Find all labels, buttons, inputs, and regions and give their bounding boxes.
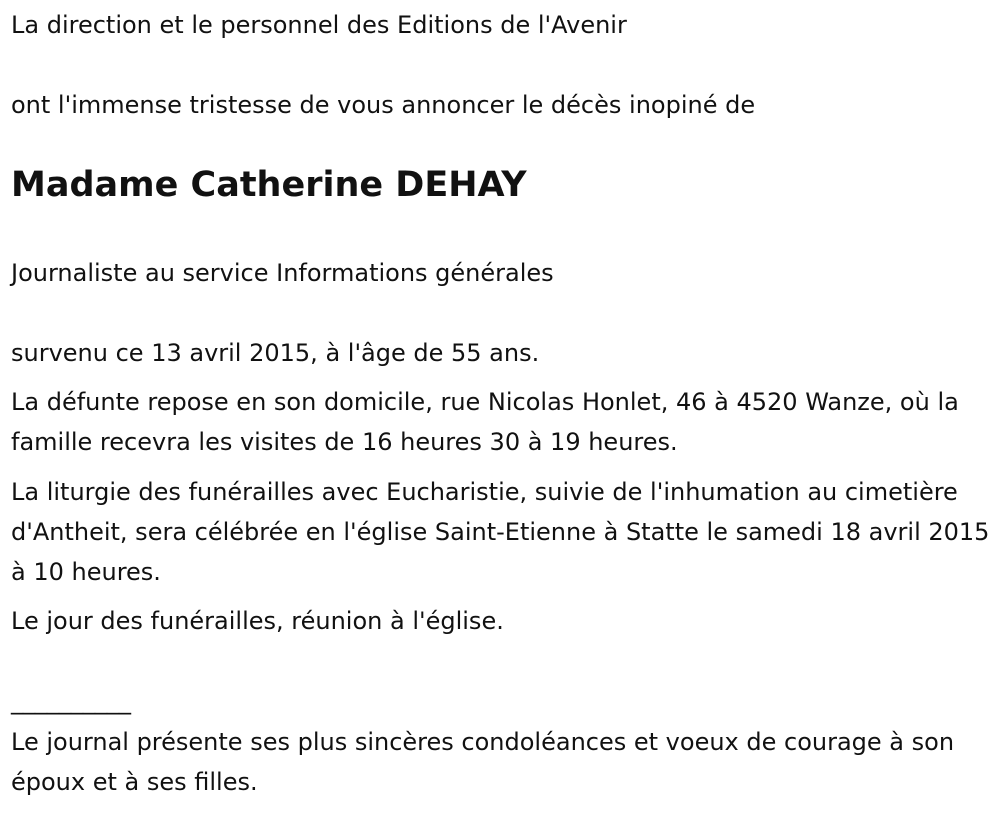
rest-info-text: La défunte repose en son domicile, rue Nicolas Honlet, 46 à 4520 Wanze, où la famille recevra les visites de 16 heures 30 à 19 heures. [11, 388, 959, 456]
death-info-text: survenu ce 13 avril 2015, à l'âge de 55 ans. [11, 339, 540, 367]
funeral-info-text: La liturgie des funérailles avec Eucharistie, suivie de l'inhumation au cimetière d'Antheit, sera célébrée en l'église Saint-Etienne à Statte le samedi 18 avril 2015 à 10 heures. [11, 478, 990, 586]
intro-text: La direction et le personnel des Editions de l'Avenir [11, 11, 627, 39]
separator-line: __________ [11, 687, 131, 715]
meeting-info-text: Le jour des funérailles, réunion à l'église. [11, 607, 504, 635]
announcement-text: ont l'immense tristesse de vous annoncer le décès inopiné de [11, 91, 756, 119]
role-text: Journaliste au service Informations générales [11, 259, 554, 287]
deceased-name: Madame Catherine DEHAY [11, 165, 527, 205]
condolences-text: Le journal présente ses plus sincères condoléances et voeux de courage à son époux et à ses filles. [11, 728, 955, 796]
